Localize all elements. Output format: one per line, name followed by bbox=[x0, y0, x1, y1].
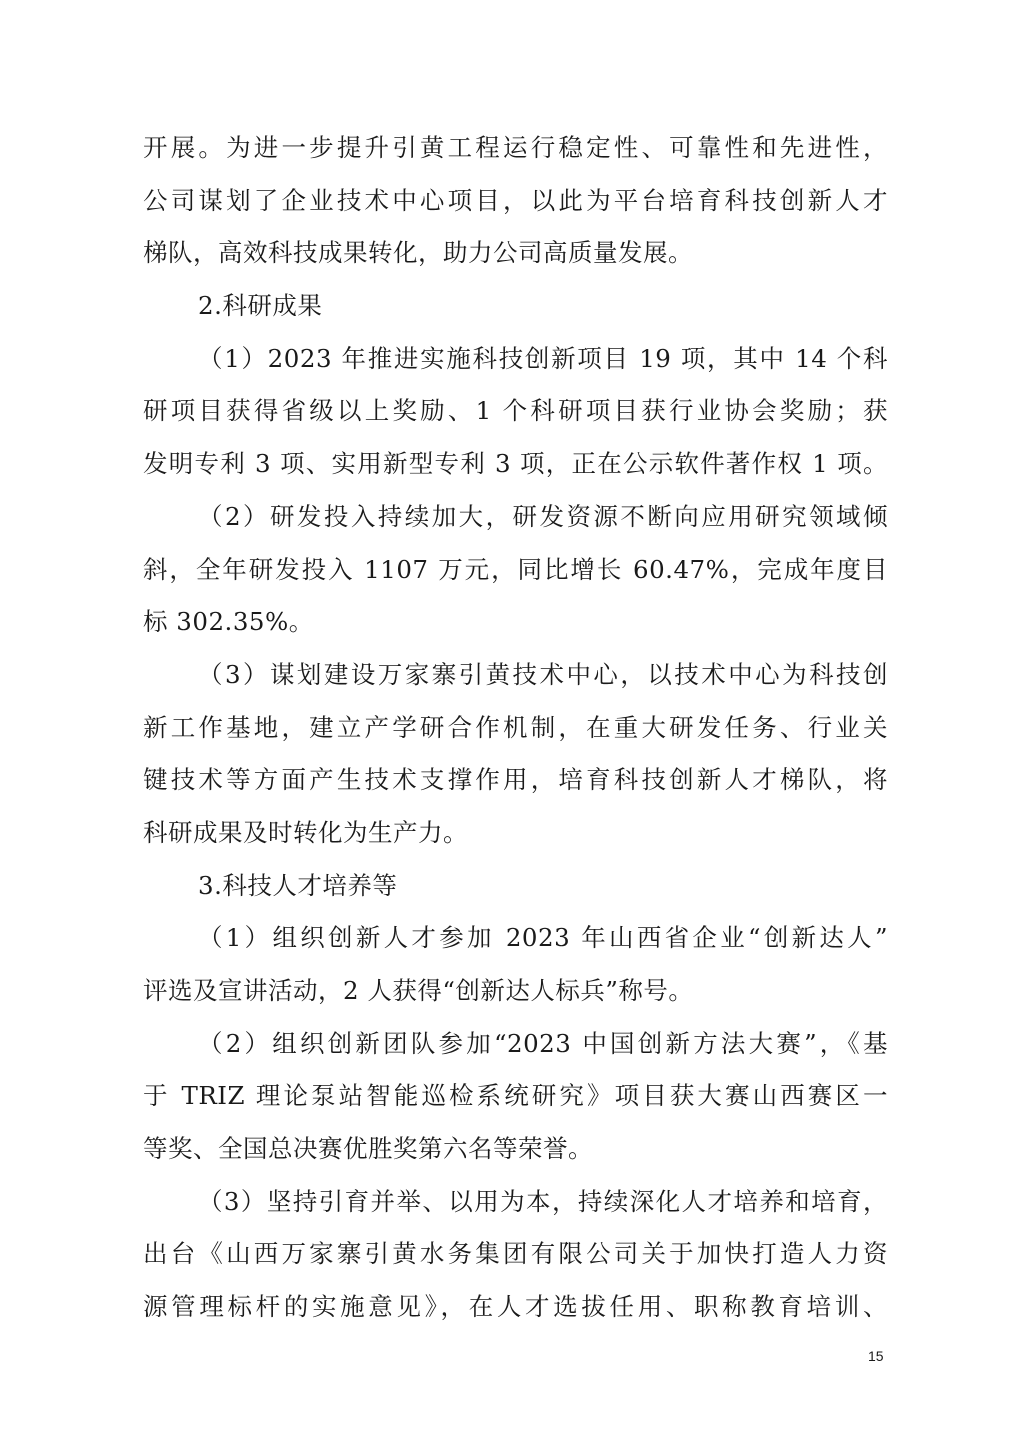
text-line: 发明专利 3 项、实用新型专利 3 项，正在公示软件著作权 1 项。 bbox=[143, 449, 888, 479]
text-line: （2）组织创新团队参加“2023 中国创新方法大赛”，《基 bbox=[198, 1028, 888, 1058]
text-line: （1）2023 年推进实施科技创新项目 19 项，其中 14 个科 bbox=[198, 343, 888, 373]
text-line: 标 302.35%。 bbox=[143, 607, 314, 637]
body-text bbox=[143, 122, 888, 1334]
text-line: 斜，全年研发投入 1107 万元，同比增长 60.47%，完成年度目 bbox=[143, 554, 888, 584]
text-line: （3）谋划建设万家寨引黄技术中心，以技术中心为科技创 bbox=[198, 659, 888, 689]
text-line: （1）组织创新人才参加 2023 年山西省企业“创新达人” bbox=[198, 923, 888, 953]
text-line: 梯队，高效科技成果转化，助力公司高质量发展。 bbox=[143, 238, 693, 268]
text-line: 等奖、全国总决赛优胜奖第六名等荣誉。 bbox=[143, 1134, 593, 1164]
text-line: 源管理标杆的实施意见》，在人才选拔任用、职称教育培训、 bbox=[143, 1292, 888, 1322]
text-line: 于 TRIZ 理论泵站智能巡检系统研究》项目获大赛山西赛区一 bbox=[143, 1081, 888, 1111]
text-line: 科研成果及时转化为生产力。 bbox=[143, 817, 468, 847]
text-line: 公司谋划了企业技术中心项目，以此为平台培育科技创新人才 bbox=[143, 185, 888, 215]
text-line: 评选及宣讲活动，2 人获得“创新达人标兵”称号。 bbox=[143, 976, 694, 1005]
text-line: 开展。为进一步提升引黄工程运行稳定性、可靠性和先进性， bbox=[143, 133, 888, 162]
text-line: 研项目获得省级以上奖励、1 个科研项目获行业协会奖励；获 bbox=[143, 396, 888, 426]
text-line: 出台《山西万家寨引黄水务集团有限公司关于加快打造人力资 bbox=[143, 1239, 888, 1269]
text-line: 新工作基地，建立产学研合作机制，在重大研发任务、行业关 bbox=[143, 712, 888, 742]
text-line: （3）坚持引育并举、以用为本，持续深化人才培养和培育， bbox=[198, 1186, 888, 1216]
text-line: 键技术等方面产生技术支撑作用，培育科技创新人才梯队，将 bbox=[143, 765, 888, 795]
text-line: （2）研发投入持续加大，研发资源不断向应用研究领域倾 bbox=[198, 501, 888, 531]
page-number: 15 bbox=[868, 1348, 884, 1364]
section-heading: 3.科技人才培养等 bbox=[198, 870, 398, 900]
section-heading: 2.科研成果 bbox=[198, 291, 323, 321]
